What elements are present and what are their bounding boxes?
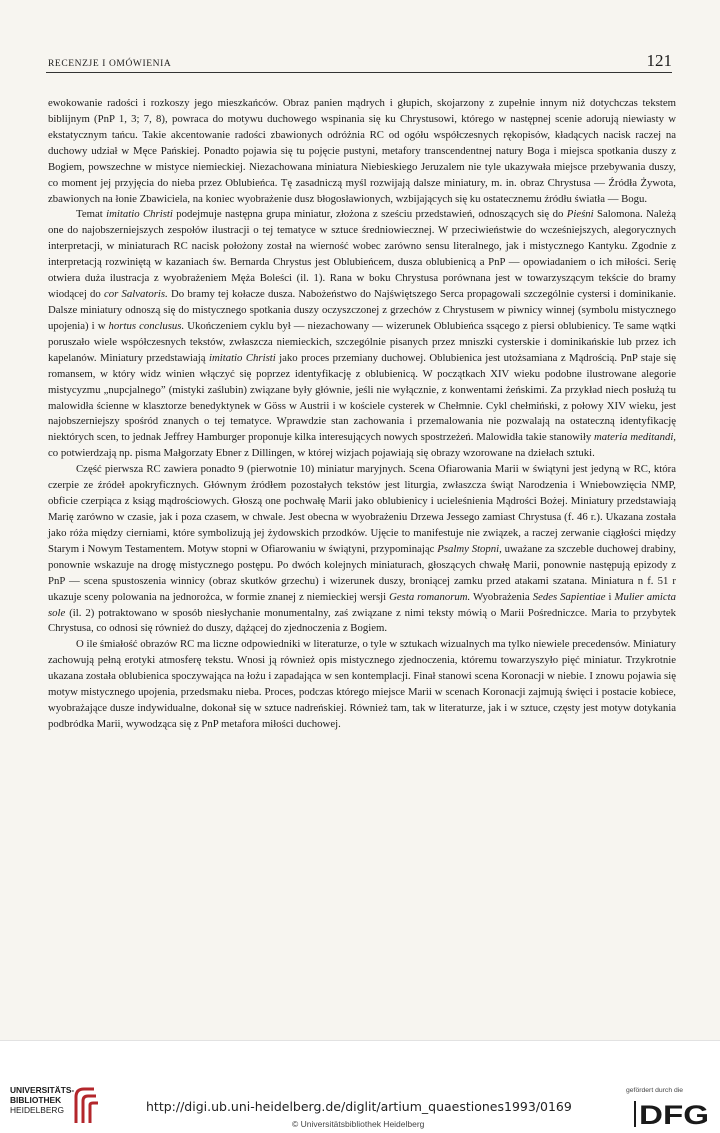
- paragraph-3: Część pierwsza RC zawiera ponadto 9 (pierwotnie 10) miniatur maryjnych. Scena Ofiarowania Marii w świątyni jest jedyną w RC, która czerpie ze źródeł apokryficznych. Głównym źródłem pozostałych tekstów jest liturgia, zwłaszcza świąt Narodzenia i Wniebowzięcia NMP, obficie czerpiąca z ksiąg mądrościowych. Głoszą one pochwałę Marii jako oblubienicy i ucieleśnienia Mądrości Bożej. Miniatury przedstawiają Marię zarówno w czasie, jak i poza czasem, w chwale. Jest obecna w wyobrażeniu Drzewa Jessego zamiast Chrystusa (f. 46 r.). Ukazana została jako róża między cierniami, które symbolizują jej żydowskich przodków. Ujęcie to manifestuje nie związek, a raczej zerwanie ciągłości między Starym i Nowym Testamentem. Motyw stopni w Ofiarowaniu w świątyni, przypominając Psalmy Stopni, uważane za szczeble duchowej drabiny, ponownie wskazuje na drogę mistycznego postępu. Po dwóch kolejnych miniaturach, głoszących chwałę Marii, ponownie następują epizody z PnP — scena spustoszenia winnicy (obraz skutków grzechu) i wizerunek duszy, broniącej zamku przed atakami szatana. Miniatura n f. 51 r ukazuje sceny polowania na jednorożca, w formie znanej z niemieckiej wersji Gesta romanorum. Wyobrażenia Sedes Sapientiae i Mulier amicta sole (il. 2) potraktowano w sposób niesłychanie monumentalny, zaś związane z nimi teksty mówią o Marii Pośredniczce. Maria to przybytek Chrystusa, co odnosi się również do duszy, dążącej do zjednoczenia z Bogiem.: [48, 463, 676, 635]
- permalink-url[interactable]: http://digi.ub.uni-heidelberg.de/diglit/artium_quaestiones1993/0169: [146, 1099, 572, 1114]
- library-emblem-icon: [70, 1085, 110, 1125]
- article-body: [48, 96, 676, 733]
- digitization-footer: [0, 1040, 720, 1133]
- paragraph-1: ewokowanie radości i rozkoszy jego mieszkańców. Obraz panien mądrych i głupich, skojarzony z zupełnie innym niż dotychczas tekstem biblijnym (PnP 1, 3; 7, 8), powraca do motywu duchowego wspinania się ku Chrystusowi, którego w następnej scenie adorują niewiasty w ekstatycznym tańcu. Takie akcentowanie radości zbawionych odróżnia RC od ogółu współczesnych rękopisów, kładących nacisk raczej na duchowy udział w Męce Pańskiej. Ponadto pojawia się tu pojęcie pustyni, metafory transcendentnej natury Boga i miejsca spotkania duszy z Bogiem, powszechne w mistyce niemieckiej. Niezachowana miniatura Niebieskiego Jeruzalem nie tyle ukazywała miejsce przebywania duszy, co moment jej przyjęcia do nieba przez Oblubieńca. Tę zasadniczą myśl rozwijają dalsze miniatury, m. in. obraz Chrystusa — Źródła Żywota, zbawionych na łonie Zbawiciela, na koniec wyobrażenie dusz błogosławionych, wzbijających się ku ostatecznemu źródłu światła — Bogu.: [48, 97, 676, 205]
- dfg-logo-bar: [634, 1101, 636, 1127]
- library-name: UNIVERSITÄTS- BIBLIOTHEK HEIDELBERG: [10, 1085, 75, 1115]
- running-title: RECENZJE I OMÓWIENIA: [48, 59, 172, 69]
- dfg-logo-text: DFG: [639, 1101, 709, 1127]
- university-library-logo[interactable]: [10, 1085, 110, 1125]
- page-number: 121: [646, 51, 672, 70]
- sponsor-note: gefördert durch die: [626, 1087, 684, 1094]
- paragraph-4: O ile śmiałość obrazów RC ma liczne odpowiedniki w literaturze, o tyle w sztukach wizualnych ma tylko niewiele precedensów. Miniatury zachowują pełną erotyki atmosferę tekstu. Wnosi ją również opis mistycznego zjednoczenia, któremu towarzyszyło pięć miniatur. Trzykrotnie ukazana została oblubienica spoczywająca na łożu i zapadająca w sen kontemplacji. Finał stanowi scena Koronacji w niebie. I znowu pojawia się motyw mistycznego upojenia, przedsmaku nieba. Proces, podczas którego miejsce Marii w scenach Koronacji zajmują święci i postacie kobiece, wyobrażające dusze indywidualne, dokonał się w sztuce nadreńskiej. Również tam, tak w literaturze, jak i w sztuce, częsty jest motyw dotykania podbródka Marii, wywodząca się z PnP metafora miłości duchowej.: [48, 638, 676, 730]
- copyright-notice: © Universitätsbibliothek Heidelberg: [292, 1119, 425, 1129]
- paragraph-2: Temat imitatio Christi podejmuje następna grupa miniatur, złożona z sześciu przedstawień, odnoszących się do Pieśni Salomona. Należą one do najobszerniejszych zespołów ilustracji o tej tematyce w sztuce średniowiecznej. W przeciwieństwie do wcześniejszych, alegorycznych interpretacji, w miniaturach RC nacisk położony został na wierność wobec zarówno sensu literalnego, jak i mistycznego Kantyku. Zgodnie z interpretacją rozwiniętą w kazaniach św. Bernarda Chrystus jest Oblubieńcem, dusza oblubienicą a PnP — opowiadaniem o ich miłości. Serię otwiera duża ilustracja z wyobrażeniem Męża Boleści (il. 1). Rana w boku Chrystusa porównana jest w towarzyszącym tekście do bramy wiodącej do cor Salvatoris. Do bramy tej kołacze dusza. Nabożeństwo do Najświętszego Serca propagowali szczególnie cystersi i dominikanie. Dalsze miniatury odnoszą się do mistycznego spotkania duszy oczyszczonej z grzechów z Chrystusem w piwnicy winnej (symbolu mistycznego upojenia) i w hortus conclusus. Ukończeniem cyklu był — niezachowany — wizerunek Oblubieńca ssącego z piersi oblubienicy. Te same wątki poruszało wiele współczesnych tekstów, zwłaszcza niemieckich, szczególnie pisanych przez mniszki cysterskie i dominikańskie lub przez ich kapelanów. Miniatury przedstawiają imitatio Christi jako proces przemiany duchowej. Oblubienica jest utożsamiana z Mądrością. PnP staje się romansem, w który widz winien włączyć się poprzez identyfikację z oblubienicą. W początkach XIV wieku podobne ilustrowane alegorie mistycyzmu „nupcjalnego” (mistyki zaślubin) związane były głównie, jeśli nie wyłącznie, z konwentami żeńskimi. Za przykład niech posłużą tu malowidła ścienne w klasztorze benedyktynek w Göss w Austrii i w kościele cysterek w Chełmnie. Cykl chełmiński, z połowy XIV wieku, jest najobszerniejszy spośród znanych o tej tematyce. Wprawdzie stan zachowania i przemalowania nie pozwalają na ostateczną identyfikację niektórych scen, to jednak Jeffrey Hamburger proponuje kilka interesujących nowych spostrzeżeń. Malowidła takie stanowiły materia meditandi, co potwierdzają np. pisma Małgorzaty Ebner z Dillingen, w której wizjach pojawiają się obrazy wzorowane na dziełach sztuki.: [48, 208, 676, 460]
- running-header: [46, 50, 672, 73]
- dfg-logo[interactable]: [634, 1101, 710, 1127]
